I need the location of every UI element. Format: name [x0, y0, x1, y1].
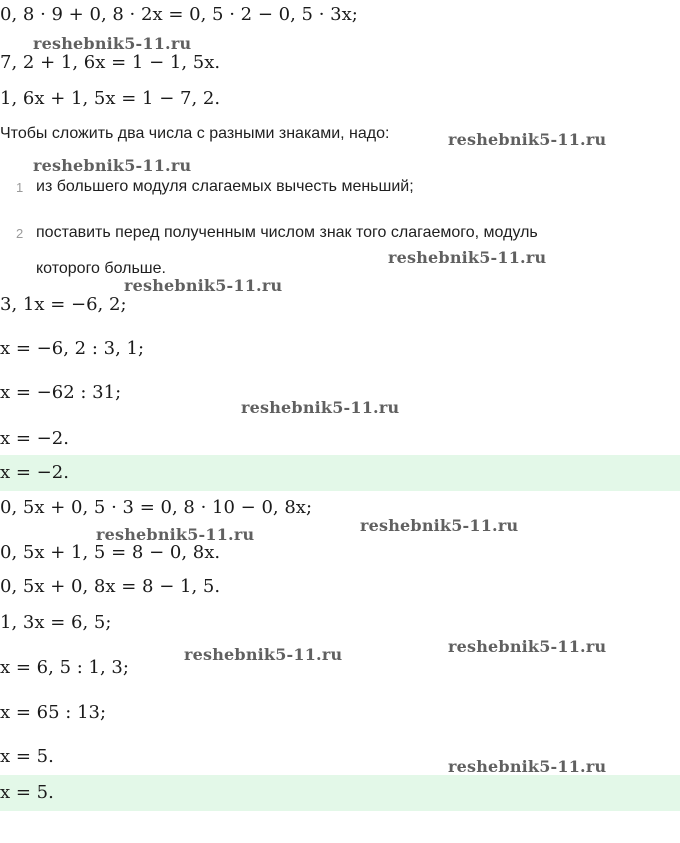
equation-line: x = 65 : 13;	[0, 702, 107, 723]
equation-line: 7, 2 + 1, 6x = 1 − 1, 5x.	[0, 52, 221, 73]
rule-step-text: из большего модуля слагаемых вычесть меньший;	[36, 178, 414, 195]
equation-line: x = −2.	[0, 428, 69, 449]
answer-highlight	[0, 775, 680, 811]
rule-step-text-continued: которого больше.	[36, 260, 166, 277]
equation-line: 3, 1x = −6, 2;	[0, 294, 127, 315]
equation-line: x = −6, 2 : 3, 1;	[0, 338, 145, 359]
answer-text: x = 5.	[0, 782, 54, 803]
watermark: reshebnik5-11.ru	[124, 276, 283, 295]
equation-line: x = 6, 5 : 1, 3;	[0, 657, 129, 678]
answer-text: x = −2.	[0, 462, 69, 483]
watermark: reshebnik5-11.ru	[33, 34, 192, 53]
watermark: reshebnik5-11.ru	[96, 525, 255, 544]
rule-step-number: 1	[16, 180, 24, 195]
watermark: reshebnik5-11.ru	[448, 130, 607, 149]
watermark: reshebnik5-11.ru	[184, 645, 343, 664]
watermark: reshebnik5-11.ru	[388, 248, 547, 267]
rule-step-number: 2	[16, 226, 24, 241]
equation-line: 0, 5x + 0, 5 · 3 = 0, 8 · 10 − 0, 8x;	[0, 497, 313, 518]
watermark: reshebnik5-11.ru	[360, 516, 519, 535]
answer-highlight	[0, 455, 680, 491]
equation-line: x = −62 : 31;	[0, 382, 122, 403]
equation-line: 1, 6x + 1, 5x = 1 − 7, 2.	[0, 88, 221, 109]
equation-line: 0, 8 · 9 + 0, 8 · 2x = 0, 5 · 2 − 0, 5 · 3x;	[0, 4, 358, 25]
equation-line: 1, 3x = 6, 5;	[0, 612, 112, 633]
equation-line: x = 5.	[0, 746, 54, 767]
rule-step-text: поставить перед полученным числом знак того слагаемого, модуль	[36, 224, 538, 241]
equation-line: 0, 5x + 1, 5 = 8 − 0, 8x.	[0, 542, 221, 563]
watermark: reshebnik5-11.ru	[33, 156, 192, 175]
equation-line: 0, 5x + 0, 8x = 8 − 1, 5.	[0, 576, 221, 597]
rule-intro: Чтобы сложить два числа с разными знаками, надо:	[0, 125, 390, 142]
watermark: reshebnik5-11.ru	[241, 398, 400, 417]
watermark: reshebnik5-11.ru	[448, 637, 607, 656]
watermark: reshebnik5-11.ru	[448, 757, 607, 776]
